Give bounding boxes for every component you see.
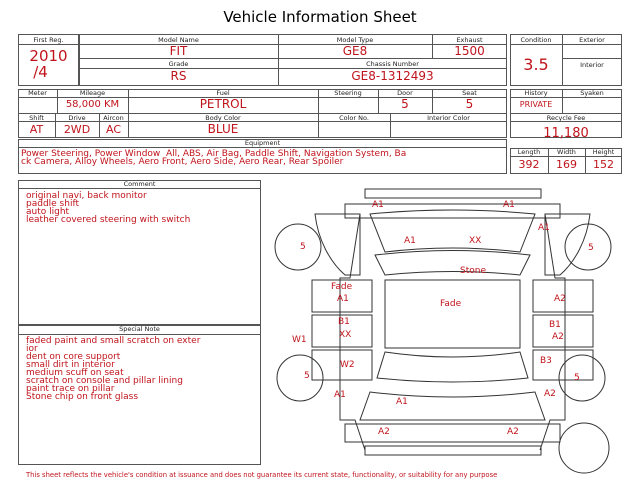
- body-color-label: Body Color: [205, 114, 241, 122]
- equipment-label: Equipment: [244, 139, 281, 147]
- damage-mark: B1: [338, 317, 350, 327]
- roof-outline: [385, 280, 520, 348]
- right-rear-door-outline: [533, 315, 593, 347]
- length-value: 392: [518, 158, 540, 171]
- special-note-line: small dirt in interior: [26, 360, 115, 370]
- model-type-value: GE8: [342, 44, 368, 58]
- condition-value: 3.5: [523, 55, 549, 74]
- meter-label: Meter: [28, 89, 47, 97]
- damage-mark: A1: [372, 200, 384, 210]
- damage-mark: 5: [300, 242, 306, 252]
- damage-mark: A1: [337, 294, 349, 304]
- model-type-label: Model Type: [336, 36, 374, 44]
- special-note-line: paint trace on pillar: [26, 384, 115, 394]
- interior-color-label: Interior Color: [427, 114, 470, 122]
- seat-label: Seat: [462, 89, 477, 97]
- rear-bumper-outline: [365, 446, 541, 455]
- aircon-value: AC: [105, 123, 121, 136]
- interior-label: Interior: [580, 61, 604, 69]
- windshield-outline: [375, 251, 530, 276]
- special-note-label: Special Note: [119, 325, 160, 333]
- damage-mark: Fade: [331, 282, 353, 292]
- damage-mark: A2: [507, 427, 519, 437]
- shift-value: AT: [29, 123, 44, 136]
- special-note-line: medium scuff on seat: [26, 368, 124, 378]
- hood-outline: [370, 210, 535, 252]
- damage-mark: 5: [588, 243, 594, 253]
- wheel-front-left-outline: [275, 224, 321, 270]
- damage-mark: A2: [552, 332, 564, 342]
- grade-value: RS: [170, 69, 187, 83]
- damage-mark: A1: [404, 236, 416, 246]
- door-label: Door: [397, 89, 413, 97]
- rear-glass-outline: [377, 352, 528, 382]
- exhaust-value: 1500: [454, 44, 485, 58]
- comment-label: Comment: [123, 180, 156, 188]
- shift-label: Shift: [29, 114, 44, 122]
- damage-mark: A1: [334, 390, 346, 400]
- comment-line: original navi, back monitor: [26, 191, 147, 201]
- damage-mark: A1: [538, 223, 550, 233]
- equipment-line-1: Power Steering, Power Window All, ABS, Air Bag, Paddle Shift, Navigation System, Ba: [21, 149, 407, 159]
- special-note-line: Stone chip on front glass: [26, 392, 139, 402]
- drive-value: 2WD: [63, 123, 91, 136]
- left-front-fender-outline: [315, 214, 360, 275]
- chassis-number-value: GE8-1312493: [351, 69, 434, 83]
- mileage-value: 58,000 KM: [65, 99, 120, 110]
- damage-mark: W2: [340, 360, 355, 370]
- syaken-label: Syaken: [580, 89, 604, 97]
- height-value: 152: [593, 158, 614, 171]
- height-label: Height: [592, 148, 615, 156]
- page-title: Vehicle Information Sheet: [223, 8, 417, 26]
- damage-mark: 5: [304, 371, 310, 381]
- comment-line: paddle shift: [26, 199, 79, 209]
- right-front-fender-outline: [545, 214, 590, 275]
- grade-label: Grade: [168, 60, 189, 68]
- history-label: History: [524, 89, 548, 97]
- damage-mark: A1: [396, 397, 408, 407]
- fuel-value: PETROL: [199, 97, 247, 111]
- chassis-number-label: Chassis Number: [366, 60, 419, 68]
- first-reg-month: /4: [33, 63, 48, 81]
- damage-mark: Stone: [460, 266, 486, 276]
- comment-line: auto light: [26, 207, 70, 217]
- damage-mark: XX: [339, 330, 352, 340]
- trunk-outline: [360, 392, 545, 420]
- damage-mark: A2: [378, 427, 390, 437]
- length-label: Length: [517, 148, 541, 156]
- damage-mark: A2: [544, 389, 556, 399]
- special-note-line: faded paint and small scratch on exter: [26, 336, 201, 346]
- fuel-label: Fuel: [216, 89, 230, 97]
- disclaimer: This sheet reflects the vehicle's condition at issuance and does not guarantee its current state, functionality, or suitability for any purpose: [26, 471, 498, 479]
- recycle-fee-value: 11,180: [543, 126, 589, 141]
- door-value: 5: [401, 97, 409, 111]
- special-note-line: dent on core support: [26, 352, 121, 362]
- damage-mark: Fade: [440, 299, 462, 309]
- damage-mark: XX: [469, 236, 482, 246]
- width-value: 169: [556, 158, 577, 171]
- recycle-fee-label: Recycle Fee: [546, 114, 586, 122]
- body-color-value: BLUE: [207, 122, 239, 136]
- wheel-rear-right-outline: [559, 355, 605, 401]
- spare-wheel-outline: [559, 423, 609, 473]
- seat-value: 5: [465, 97, 474, 111]
- steering-label: Steering: [334, 89, 362, 97]
- model-name-value: FIT: [169, 44, 188, 58]
- equipment-line-2: ck Camera, Alloy Wheels, Aero Front, Aero Side, Aero Rear, Rear Spoiler: [21, 157, 344, 167]
- mileage-label: Mileage: [79, 89, 106, 97]
- exterior-label: Exterior: [579, 36, 605, 44]
- special-note-line: scratch on console and pillar lining: [26, 376, 183, 386]
- damage-mark: W1: [292, 335, 307, 345]
- comment-line: leather covered steering with switch: [26, 215, 191, 225]
- drive-label: Drive: [68, 114, 86, 122]
- front-bumper-outline: [365, 189, 541, 198]
- damage-mark: B3: [540, 356, 552, 366]
- first-reg-label: First Reg.: [33, 36, 64, 44]
- model-name-label: Model Name: [158, 36, 199, 44]
- condition-label: Condition: [520, 36, 552, 44]
- first-reg-year: 2010: [29, 47, 68, 65]
- special-note-line: ior: [26, 344, 38, 354]
- damage-mark: A2: [554, 294, 566, 304]
- history-value: PRIVATE: [519, 100, 553, 109]
- damage-mark: A1: [503, 200, 515, 210]
- color-no-label: Color No.: [339, 114, 369, 122]
- damage-mark: B1: [549, 320, 561, 330]
- exhaust-label: Exhaust: [456, 36, 483, 44]
- damage-mark: 5: [574, 373, 580, 383]
- aircon-label: Aircon: [103, 114, 124, 122]
- wheel-rear-left-outline: [277, 355, 323, 401]
- width-label: Width: [557, 148, 576, 156]
